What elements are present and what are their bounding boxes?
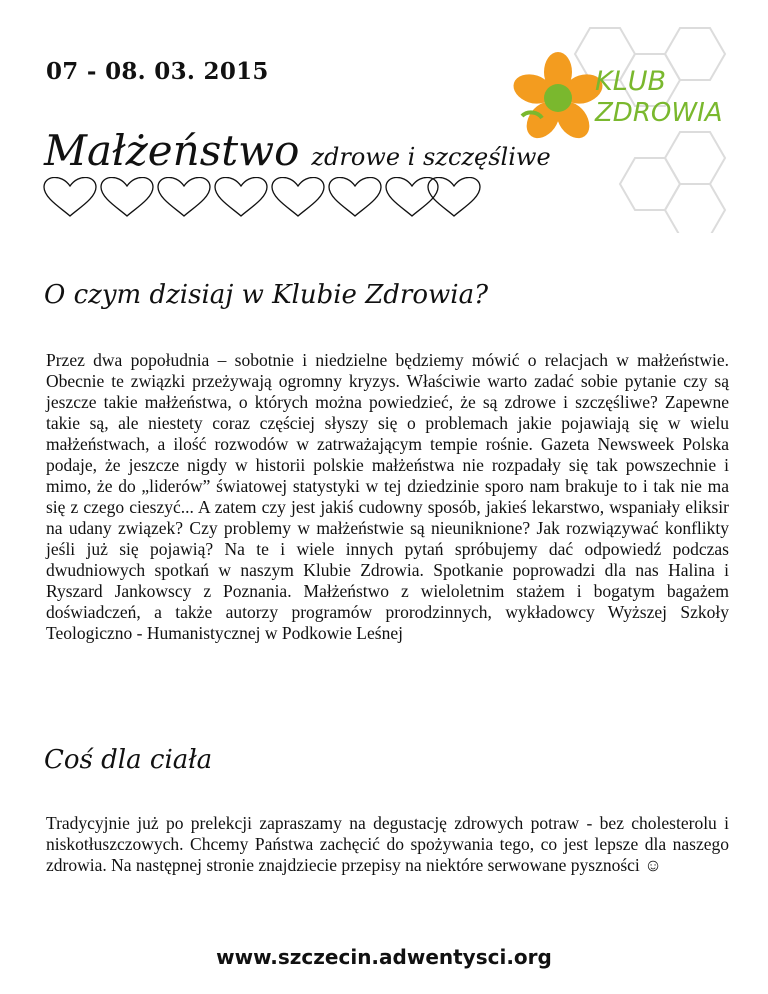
heart-icon xyxy=(158,177,210,216)
hexagon-pattern xyxy=(575,28,725,233)
title-main: Małżeństwo xyxy=(44,126,300,175)
heart-icon xyxy=(44,177,96,216)
section-body-cialo: Tradycyjnie już po prelekcji zapraszamy na degustację zdrowych potraw - bez cholesterolu i niskotłuszczowych. Chcemy Państwa zachęcić do spożywania tego, co jest lepsze dla naszego zdrowia. Na następnej stronie znajdziecie przepisy na niektóre serwowane pyszności ☺ xyxy=(46,813,729,875)
section-body-klub: Przez dwa popołudnia – sobotnie i niedzielne będziemy mówić o relacjach w małżeństwie. Obecnie te związki przeżywają ogromny kryzys. Właściwie warto zadać sobie pytanie czy są jeszcze takie małżeństwa, o których można powiedzieć, że są zdrowe i szczęśliwe? Zapewne takie są, ale niestety coraz częściej słyszy się o problemach jakie pojawiają się w wielu małżeństwach, a ilość rozwodów w zatrważającym tempie rośnie. Gazeta Newsweek Polska podaje, że jeszcze nigdy w historii polskie małżeństwa nie rozpadały się tak powszechnie i mimo, że do „liderów” światowej statystyki w tej dziedzinie sporo nam brakuje to i tak nie ma się z czego cieszyć... A zatem czy jest jakiś cudowny sposób, jakieś lekarstwo, wspaniały eliksir na udany związek? Czy problemy w małżeństwie są nieuniknione? Jak rozwiązywać konflikty jeśli już się pojawią? Na te i wiele innych pytań spróbujemy dać odpowiedź podczas dwudniowych spotkań w naszym Klubie Zdrowia. Spotkanie poprowadzi dla nas Halina i Ryszard Jankowscy z Poznania. Małżeństwo z wieloletnim stażem i bogatym bagażem doświadczeń, a także autorzy programów prorodzinnych, wykładowcy Wyższej Szkoły Teologiczno - Humanistycznej w Podkowie Leśnej xyxy=(46,350,729,643)
hearts-row xyxy=(42,177,482,217)
heart-icon xyxy=(272,177,324,216)
title-subtitle: zdrowe i szczęśliwe xyxy=(311,143,551,171)
heart-icon xyxy=(428,177,480,216)
heart-icon xyxy=(386,177,438,216)
section-heading-klub: O czym dzisiaj w Klubie Zdrowia? xyxy=(44,280,489,310)
website-url[interactable]: www.szczecin.adwentysci.org xyxy=(216,945,552,969)
logo-text-klub: KLUB xyxy=(595,66,667,97)
logo-text-zdrowia: ZDROWIA xyxy=(595,98,723,128)
section-heading-cialo: Coś dla ciała xyxy=(44,745,213,775)
heart-icon xyxy=(215,177,267,216)
heart-icon xyxy=(101,177,153,216)
heart-icon xyxy=(329,177,381,216)
page-title xyxy=(44,126,551,175)
event-date: 07 - 08. 03. 2015 xyxy=(46,58,269,85)
